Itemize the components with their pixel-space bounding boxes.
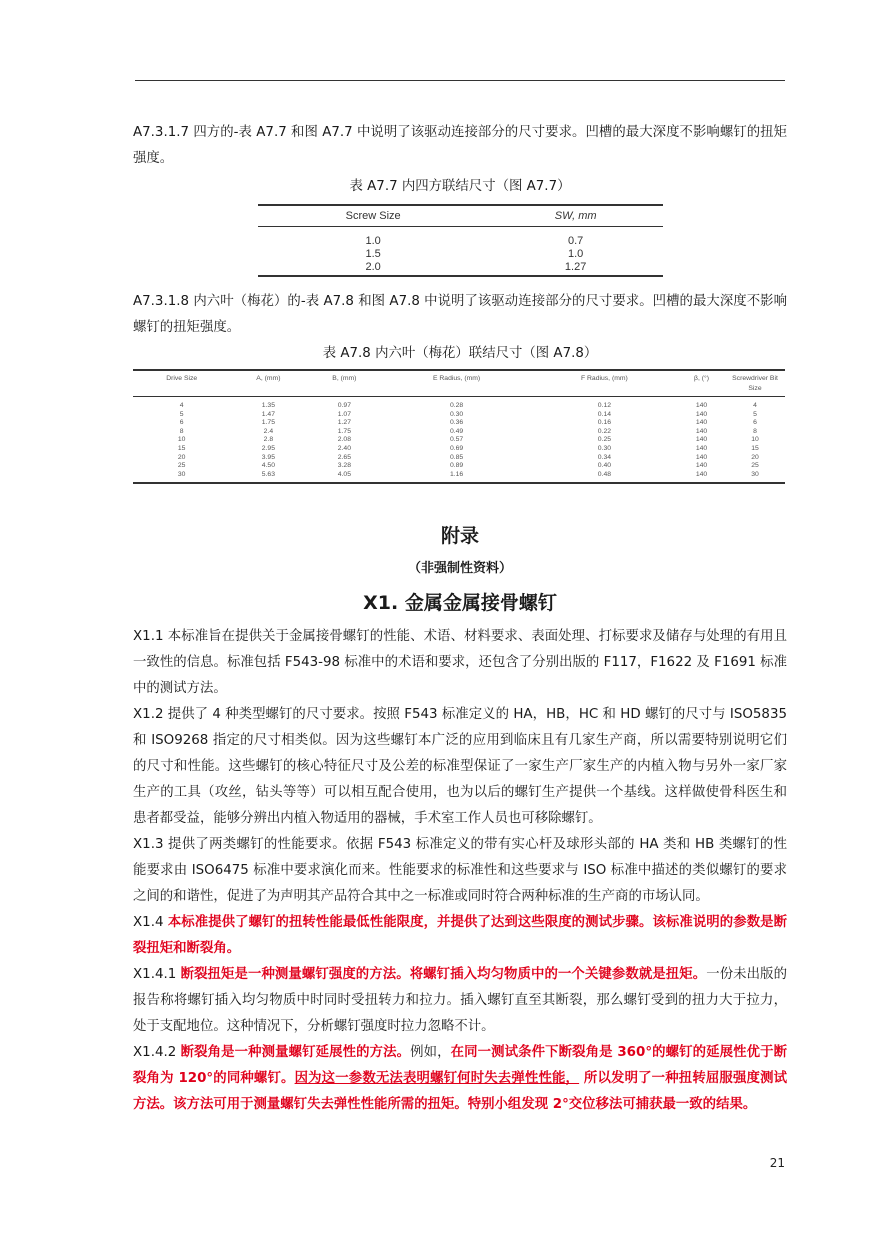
table-cell: 5 (179, 410, 184, 418)
table-cell: 2.4 (263, 427, 274, 435)
table-cell: 0.97 (337, 402, 351, 409)
table-cell: 8 (753, 427, 757, 435)
table-cell: 15 (177, 444, 186, 452)
table-cell: 10 (751, 436, 759, 444)
table-cell: 3.95 (261, 453, 275, 461)
table-cell: 2.8 (263, 436, 274, 444)
table-cell: 0.34 (597, 453, 612, 461)
table-a7-7 (258, 204, 663, 277)
col-screw-size: Screw Size (258, 205, 488, 227)
paragraph-x1-1: X1.1 本标准旨在提供关于金属接骨螺钉的性能、术语、材料要求、表面处理、打标要求及储存与处理的有用且一致性的信息。标准包括 F543-98 标准中的术语和要求，还包含了分别出版的 F117，F1622 及 F1691 标准中的测试方法。 (133, 629, 787, 697)
table-cell: 140 (695, 462, 708, 470)
col-f-radius: F Radius, (mm) (531, 370, 678, 397)
header-rule (135, 80, 785, 81)
table-row (133, 419, 785, 428)
table-cell: 15 (751, 444, 759, 452)
table-cell: 140 (695, 402, 708, 409)
table-cell: 1.27 (337, 419, 351, 427)
table-row (133, 428, 785, 437)
table-cell: 8 (179, 427, 184, 435)
table-header-row (133, 370, 785, 397)
table-cell: 1.0 (567, 248, 584, 260)
clause-number: X1.4.2 (133, 1045, 181, 1061)
table-cell: 1.47 (261, 410, 275, 418)
table-header-row (258, 205, 663, 227)
table-cell: 1.75 (261, 419, 275, 427)
table-cell: 25 (751, 462, 759, 470)
highlighted-text-underlined: 因为这一参数无法表明螺钉何时失去弹性性能， (294, 1071, 580, 1087)
paragraph-a7-3-1-7: A7.3.1.7 四方的-表 A7.7 和图 A7.7 中说明了该驱动连接部分的尺寸要求。凹槽的最大深度不影响螺钉的扭矩强度。 (133, 125, 787, 166)
body-text: 例如， (410, 1045, 451, 1061)
table-cell: 20 (751, 453, 759, 461)
clause-number: X1.4.1 (133, 967, 181, 983)
table-cell: 2.0 (258, 261, 488, 276)
table-cell: 0.69 (449, 444, 464, 452)
col-e-radius: E Radius, (mm) (382, 370, 530, 397)
table-cell: 25 (177, 462, 186, 470)
page-number: 21 (769, 1156, 785, 1170)
table-cell: 1.35 (261, 402, 275, 409)
table-cell: 4.50 (261, 462, 275, 470)
table-cell: 30 (133, 471, 230, 484)
table-cell: 1.27 (488, 261, 663, 276)
table-row (133, 462, 785, 471)
table-cell: 4 (753, 402, 757, 409)
col-a-mm: A, (mm) (230, 370, 306, 397)
col-sw-mm: SW, mm (488, 205, 663, 227)
table-cell: 1.5 (365, 248, 381, 260)
highlighted-text: 本标准提供了螺钉的扭转性能最低性能限度，并提供了达到这些限度的测试步骤。该标准说明的参数是断裂扭矩和断裂角。 (133, 915, 788, 957)
table-a7-7-caption: 表 A7.7 内四方联结尺寸（图 A7.7） (349, 179, 571, 194)
table-cell: 0.12 (597, 402, 612, 409)
table-cell: 10 (177, 436, 186, 444)
table-cell: 1.16 (382, 471, 530, 484)
table-row (133, 471, 785, 484)
table-cell: 20 (177, 453, 186, 461)
table-cell: 0.14 (597, 410, 612, 418)
table-cell: 5.63 (230, 471, 306, 484)
table-cell: 4 (179, 402, 184, 409)
highlighted-text: 在同一测试条件下断裂角是 360°的螺钉的延展性优于断裂角为 120°的同种螺钉。 (133, 1045, 788, 1087)
paragraph-a7-3-1-8: A7.3.1.8 内六叶（梅花）的-表 A7.8 和图 A7.8 中说明了该驱动连接部分的尺寸要求。凹槽的最大深度不影响螺钉的扭矩强度。 (133, 294, 787, 335)
table-cell: 140 (695, 427, 708, 435)
table-cell: 2.95 (261, 444, 275, 452)
col-drive-size: Drive Size (133, 370, 230, 397)
table-cell: 0.89 (449, 462, 464, 470)
paragraph-x1-2: X1.2 提供了 4 种类型螺钉的尺寸要求。按照 F543 标准定义的 HA，HB，HC 和 HD 螺钉的尺寸与 ISO5835 和 ISO9268 指定的尺寸相类似。因为这些螺钉本广泛的应用到临床且有几家生产商，所以需要特别说明它们的尺寸和性能。这些螺钉的核心特征尺寸及公差的标准型保证了一家生产厂家生产的内植入物与另外一家厂家生产的工具（攻丝，钻头等等）可以相互配合使用，也为以后的螺钉生产提供一个基线。这样做使骨科医生和患者都受益，能够分辨出内植入物适用的器械，手术室工作人员也可移除螺钉。 (133, 707, 787, 827)
table-cell: 0.28 (449, 402, 464, 409)
table-cell: 30 (725, 471, 785, 484)
section-x1-title: X1. 金属金属接骨螺钉 (363, 592, 557, 615)
highlighted-text: 断裂角是一种测量螺钉延展性的方法。 (180, 1045, 411, 1061)
table-row (133, 454, 785, 463)
table-cell: 140 (695, 410, 708, 418)
paragraph-x1-3: X1.3 提供了两类螺钉的性能要求。依据 F543 标准定义的带有实心杆及球形头部的 HA 类和 HB 类螺钉的性能要求由 ISO6475 标准中要求演化而来。性能要求的标准性和这些要求与 ISO 标准中描述的类似螺钉的要求之间的和谐性，促进了为声明其产品符合其中之一标准或同时符合两种标准的生产商的市场认同。 (133, 837, 787, 905)
table-cell: 5 (753, 410, 757, 418)
table-cell: 1.0 (365, 235, 381, 247)
table-cell: 0.30 (597, 444, 612, 452)
table-cell: 0.40 (597, 462, 612, 470)
table-cell: 140 (695, 419, 708, 427)
table-cell: 0.30 (449, 410, 464, 418)
page-content (133, 120, 787, 1118)
table-row (258, 261, 663, 276)
table-cell: 0.16 (597, 419, 612, 427)
paragraph-x1-4 (133, 910, 787, 962)
body-text: 一份未出版的报告称将螺钉插入均匀物质中时同时受扭转力和拉力。插入螺钉直至其断裂，那么螺钉受到的扭力大于拉力，处于支配地位。这种情况下，分析螺钉强度时拉力忽略不计。 (133, 967, 787, 1035)
table-a7-8 (133, 369, 785, 484)
table-cell: 1.75 (337, 427, 351, 435)
table-cell: 6 (179, 419, 184, 427)
table-row (133, 397, 785, 411)
paragraph-x1-4-2 (133, 1040, 787, 1118)
table-cell: 1.07 (337, 410, 351, 418)
appendix-subtitle: （非强制性资料） (407, 561, 512, 577)
table-cell: 3.28 (337, 462, 351, 470)
table-cell: 2.65 (337, 453, 351, 461)
col-bit-size: Screwdriver Bit Size (725, 370, 785, 397)
table-cell: 0.22 (597, 427, 612, 435)
table-row (258, 248, 663, 261)
highlighted-text: 断裂扭矩是一种测量螺钉强度的方法。将螺钉插入均匀物质中的一个关键参数就是扭矩。 (180, 967, 707, 983)
table-cell: 4.05 (306, 471, 382, 484)
table-cell: 0.36 (449, 419, 464, 427)
table-row (133, 436, 785, 445)
table-cell: 140 (695, 444, 708, 452)
table-cell: 0.48 (531, 471, 678, 484)
table-cell: 2.08 (337, 436, 351, 444)
table-row (133, 445, 785, 454)
table-cell: 0.7 (567, 235, 584, 247)
table-cell: 0.85 (449, 453, 464, 461)
table-cell: 0.49 (449, 427, 464, 435)
appendix-title: 附录 (440, 525, 479, 548)
table-cell: 2.40 (337, 444, 351, 452)
table-cell: 140 (695, 453, 708, 461)
table-cell: 0.25 (597, 436, 612, 444)
col-b-mm: B, (mm) (306, 370, 382, 397)
table-row (133, 411, 785, 420)
clause-number: X1.4 (133, 915, 168, 931)
col-beta: β, (°) (678, 370, 725, 397)
table-cell: 6 (753, 419, 757, 427)
table-cell: 140 (695, 436, 708, 444)
paragraph-x1-4-1 (133, 962, 787, 1040)
table-cell: 140 (678, 471, 725, 484)
table-cell: 0.57 (449, 436, 464, 444)
highlighted-text: 所以发明了一种扭转屈服强度测试方法。该方法可用于测量螺钉失去弹性性能所需的扭矩。特别小组发现 2°交位移法可捕获最一致的结果。 (133, 1071, 788, 1113)
table-row (258, 227, 663, 249)
table-a7-8-caption: 表 A7.8 内六叶（梅花）联结尺寸（图 A7.8） (322, 346, 598, 361)
